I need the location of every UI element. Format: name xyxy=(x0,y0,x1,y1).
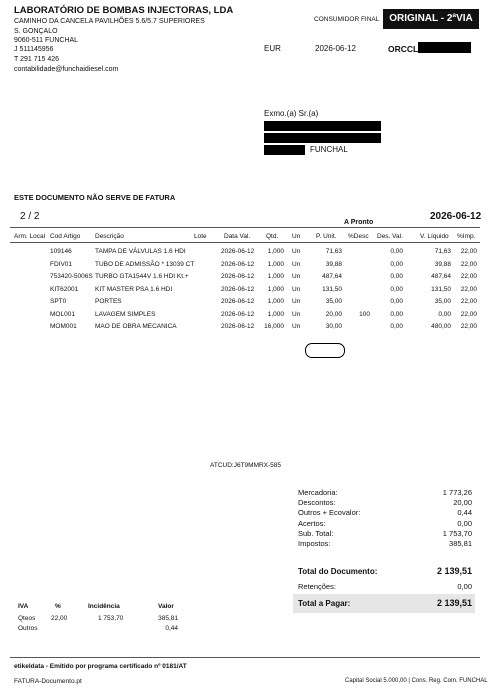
cell-v-liquido: 480,00 xyxy=(431,323,451,330)
col-header-v-liquido: V. Líquido xyxy=(420,233,449,240)
cell-cod-artigo: MOL001 xyxy=(50,310,75,318)
col-header-descricao: Descrição xyxy=(95,233,124,240)
payment-status: A Pronto xyxy=(344,219,374,226)
cell-descricao: TUBO DE ADMISSÃO * 13039 CT xyxy=(95,260,195,268)
doc-number-label: ORCCL xyxy=(388,44,419,54)
original-badge: ORIGINAL - 2ªVIA xyxy=(383,9,479,29)
redacted-client-address xyxy=(264,133,381,143)
circled-unit-price xyxy=(305,343,345,358)
cell-des-val: 0,00 xyxy=(390,323,403,330)
atcud-code: ATCUD:J6T9MMRX-585 xyxy=(210,462,282,469)
cell-imp: 22,00 xyxy=(460,260,477,268)
cell-qtd: 1,000 xyxy=(267,273,284,280)
cell-p-unit: 39,88 xyxy=(325,260,342,268)
cell-descricao: MAO DE OBRA MECANICA xyxy=(95,323,177,330)
col-header-qtd: Qtd. xyxy=(266,233,279,240)
vat-row-incidence: 1 753,70 xyxy=(98,615,124,622)
vat-row-value: 385,81 xyxy=(158,615,178,622)
client-city: FUNCHAL xyxy=(310,145,348,154)
col-header-p-unit: P. Unit. xyxy=(316,233,337,240)
vat-header-incidencia: Incidência xyxy=(88,603,120,610)
cell-qtd: 16,000 xyxy=(264,323,284,330)
document-date: 2026-06-12 xyxy=(430,211,482,222)
col-header-des-val: Des. Val. xyxy=(377,233,403,240)
total-row-label: Descontos: xyxy=(298,498,336,508)
company-nif: J 511145956 xyxy=(14,46,54,53)
cell-un: Un xyxy=(292,323,301,330)
vat-row-outros-value: 0,44 xyxy=(165,625,178,632)
cell-v-liquido: 71,63 xyxy=(434,248,451,255)
not-invoice-notice: ESTE DOCUMENTO NÃO SERVE DE FATURA xyxy=(14,193,176,202)
redacted-client-name xyxy=(264,121,381,131)
cell-imp: 22,00 xyxy=(460,298,477,305)
total-row-value: 1 753,70 xyxy=(442,528,472,538)
cell-qtd: 1,000 xyxy=(267,298,284,305)
company-name: LABORATÓRIO DE BOMBAS INJECTORAS, LDA xyxy=(14,5,234,16)
retencoes-label: Retenções: xyxy=(298,582,336,591)
cell-p-unit: 35,00 xyxy=(325,298,342,305)
consumer-label: CONSUMIDOR FINAL xyxy=(314,16,380,23)
company-address-line1: CAMINHO DA CANCELA PAVILHÕES 5.6/5.7 SUPERIORES xyxy=(14,18,205,25)
cell-p-unit: 131,50 xyxy=(322,285,342,293)
vat-header-valor: Valor xyxy=(158,603,174,610)
col-header-un: Un xyxy=(292,233,301,240)
cell-v-liquido: 0,00 xyxy=(438,310,451,318)
total-row-label: Impostos: xyxy=(298,539,331,548)
company-postal: 9060-511 FUNCHAL xyxy=(14,37,79,44)
cell-des-val: 0,00 xyxy=(390,273,403,280)
client-greeting: Exmo.(a) Sr.(a) xyxy=(264,109,319,118)
total-row-label: Outros + Ecovalor: xyxy=(298,508,361,518)
company-phone: T 291 715 426 xyxy=(14,56,60,63)
cell-cod-artigo: MOM001 xyxy=(50,323,77,330)
redacted-doc-number xyxy=(418,42,471,53)
col-header-arm-local: Arm. Local xyxy=(14,233,46,240)
total-row-value: 385,81 xyxy=(449,539,472,548)
total-document-label: Total do Documento: xyxy=(298,567,378,576)
retencoes-value: 0,00 xyxy=(457,582,472,591)
total-row-value: 0,00 xyxy=(457,518,472,528)
total-document-value: 2 139,51 xyxy=(436,566,472,576)
cell-un: Un xyxy=(292,310,301,318)
total-row-label: Acertos: xyxy=(298,518,326,528)
cell-qtd: 1,000 xyxy=(267,260,284,268)
currency: EUR xyxy=(264,44,281,53)
cell-un: Un xyxy=(292,273,301,280)
cell-v-liquido: 35,00 xyxy=(434,298,451,305)
cell-imp: 22,00 xyxy=(460,248,477,255)
cell-un: Un xyxy=(292,248,301,255)
vat-row-label: Qteos xyxy=(18,615,36,622)
cell-cod-artigo: KIT62001 xyxy=(50,285,79,293)
col-header-data-val: Data Val. xyxy=(224,233,251,240)
cell-imp: 22,00 xyxy=(460,323,477,330)
cell-p-unit: 71,63 xyxy=(325,248,342,255)
certification-note: etikeldata - Emitido por programa certificado nº 0181/AT xyxy=(14,663,187,670)
cell-un: Un xyxy=(292,285,301,293)
cell-descricao: PORTES xyxy=(95,298,122,305)
company-email: contabilidade@funchaidiesel.com xyxy=(14,66,119,73)
cell-descricao: TAMPA DE VÁLVULAS 1.6 HDI xyxy=(95,248,186,255)
cell-data-val: 2026-06-12 xyxy=(221,310,255,318)
vat-row-rate: 22,00 xyxy=(51,615,68,622)
cell-desc: 100 xyxy=(359,310,370,318)
cell-p-unit: 487,64 xyxy=(322,273,342,280)
table-top-rule xyxy=(10,227,480,228)
vat-header-iva: IVA xyxy=(18,603,29,610)
cell-des-val: 0,00 xyxy=(390,285,403,293)
cell-imp: 22,00 xyxy=(460,285,477,293)
cell-data-val: 2026-06-12 xyxy=(221,260,255,268)
col-header-desc: %Desc xyxy=(348,233,369,240)
cell-data-val: 2026-06-12 xyxy=(221,285,255,293)
vat-row-outros-label: Outros xyxy=(18,625,38,632)
cell-v-liquido: 131,50 xyxy=(431,285,451,293)
redacted-client-postal xyxy=(264,145,305,155)
cell-un: Un xyxy=(292,260,301,268)
cell-p-unit: 20,00 xyxy=(325,310,342,318)
cell-descricao: TURBO GTA1544V 1.6 HDI Kt.+ xyxy=(95,273,189,280)
table-header-rule xyxy=(10,242,480,243)
total-row-value: 0,44 xyxy=(457,508,472,518)
cell-cod-artigo: FDIV01 xyxy=(50,260,73,268)
cell-qtd: 1,000 xyxy=(267,248,284,255)
total-row-label: Sub. Total: xyxy=(298,528,334,538)
footer-doc-name: FATURA-Documento.pt xyxy=(14,678,82,685)
cell-un: Un xyxy=(292,298,301,305)
cell-des-val: 0,00 xyxy=(390,298,403,305)
cell-data-val: 2026-06-12 xyxy=(221,323,255,330)
footer-rule xyxy=(10,657,480,658)
cell-des-val: 0,00 xyxy=(390,310,403,318)
col-header-cod-artigo: Cod Artigo xyxy=(50,233,81,240)
total-pay-label: Total a Pagar: xyxy=(298,599,351,608)
cell-cod-artigo: 753420-5006S xyxy=(50,273,93,280)
cell-v-liquido: 39,88 xyxy=(434,260,451,268)
total-row-value: 20,00 xyxy=(453,498,472,508)
total-row-label: Mercadoria: xyxy=(298,488,338,497)
cell-imp: 22,00 xyxy=(460,310,477,318)
page-indicator: 2 / 2 xyxy=(20,211,40,222)
header-date: 2026-06-12 xyxy=(315,44,356,53)
cell-imp: 22,00 xyxy=(460,273,477,280)
cell-data-val: 2026-06-12 xyxy=(221,298,255,305)
cell-data-val: 2026-06-12 xyxy=(221,248,255,255)
cell-p-unit: 30,00 xyxy=(325,323,342,330)
cell-cod-artigo: 109146 xyxy=(50,248,72,255)
total-row-value: 1 773,26 xyxy=(442,488,472,497)
footer-capital: Capital Social 5.000,00 | Cons. Reg. Com. FUNCHAL xyxy=(345,678,488,684)
cell-v-liquido: 487,64 xyxy=(431,273,451,280)
total-pay-value: 2 139,51 xyxy=(436,598,472,608)
cell-qtd: 1,000 xyxy=(267,285,284,293)
cell-des-val: 0,00 xyxy=(390,248,403,255)
col-header-lote: Lote xyxy=(194,233,207,240)
col-header-imp: %Imp. xyxy=(457,233,476,240)
cell-descricao: KIT MASTER PSA 1.6 HDI xyxy=(95,285,173,293)
cell-cod-artigo: SPT0 xyxy=(50,298,67,305)
company-address-line2: S. GONÇALO xyxy=(14,28,58,35)
cell-qtd: 1,000 xyxy=(267,310,284,318)
cell-data-val: 2026-06-12 xyxy=(221,273,255,280)
cell-descricao: LAVAGEM SIMPLES xyxy=(95,310,156,318)
vat-header-percent: % xyxy=(55,603,61,610)
cell-des-val: 0,00 xyxy=(390,260,403,268)
